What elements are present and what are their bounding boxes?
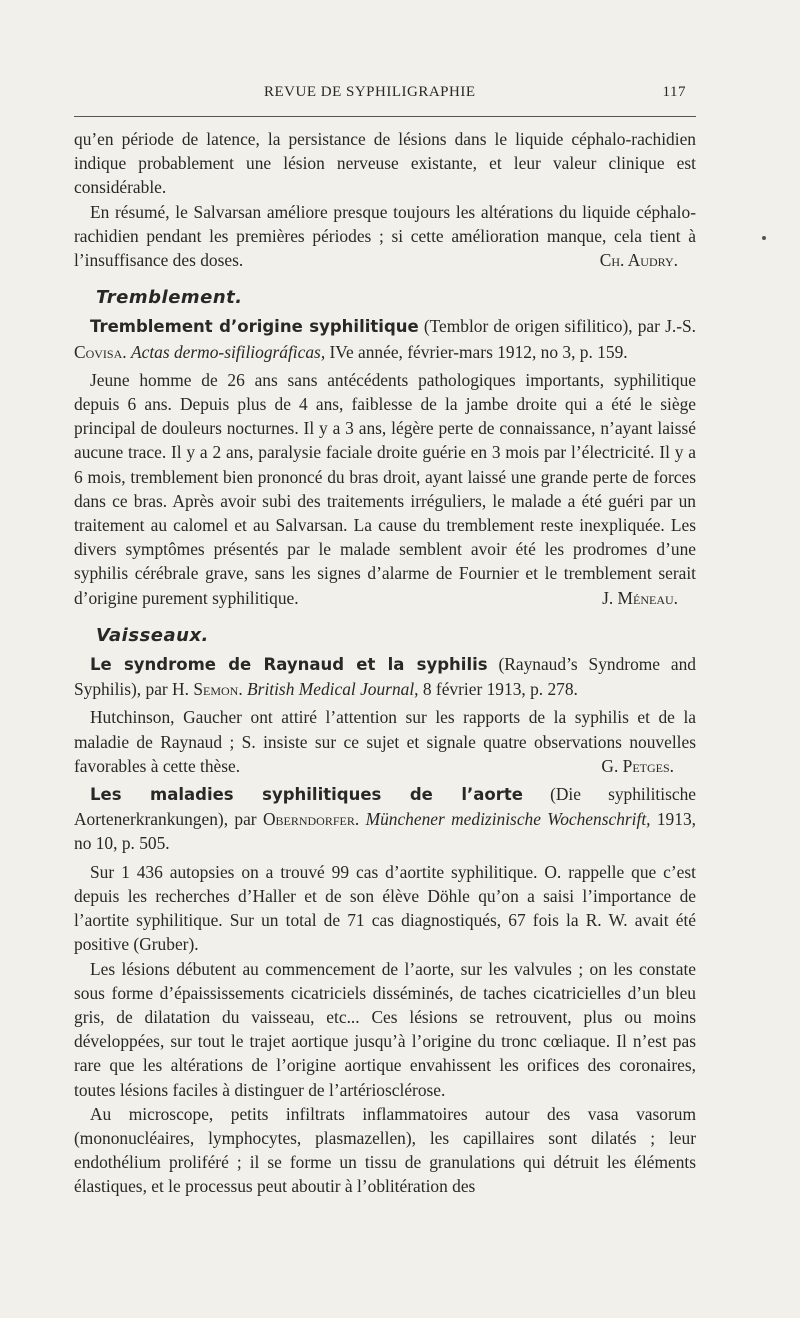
section-heading-tremblement: Tremblement.	[96, 287, 243, 309]
article-ref-text: 1913, no 10, p. 505.	[74, 809, 696, 854]
article-ref-text: IVe année, février-mars 1912, no 3, p. 159.	[325, 341, 628, 362]
section-heading-vaisseaux: Vaisseaux.	[96, 624, 209, 646]
article-author: Oberndorfer	[262, 809, 355, 830]
article-ref-text: (Temblor de origen sifilitico), par J.-S.	[418, 316, 696, 337]
article-title: Les maladies syphilitiques de l’aorte	[90, 785, 523, 805]
running-header	[74, 84, 698, 108]
article-ref-text: .	[354, 809, 366, 830]
article-body-text: Jeune homme de 26 ans sans antécédents pathologiques importants, syphilitique depuis 6 ans. Depuis plus de 4 ans, faiblesse de la jambe droite qui a été le siège principal de douleurs nocturnes. Il y a 3 ans, légère perte de connaissance, n’ayant laissé aucune trace. Il y a 2 ans, paralysie faciale droite guérie en 3 mois par l’électricité. Il y a 6 mois, tremblement bien prononcé du bras droit, ayant laissé une grande perte de forces dans ce bras. Après avoir subi des traitements irréguliers, le malade a été guéri par un traitement au calomel et au Salvarsan. La cause du tremblement reste inexpliquée. Les divers symptômes présentés par le malade semblent avoir été les prodromes d’une syphilis cérébrale grave, sans les signes d’alarme de Fournier et le tremblement serait d’origine purement syphilitique.	[74, 369, 696, 608]
article-ref-text: 8 février 1913, p. 278.	[418, 679, 578, 700]
article-body-aorte-2: Les lésions débutent au commencement de l’aorte, sur les valvules ; on les constate sous forme d’épaississements cicatriciels disséminés, de taches cicatricielles d’un bleu gris, de dilatation du vaisseau, etc... Ces lésions se retrouvent, plus ou moins développées, sur tout le trajet aortique jusqu’à l’origine du tronc cœliaque. Il n’est pas rare que les altérations de l’origine aortique envahissent les orifices des coronaires, toutes lésions faciles à distinguer de l’artériosclérose.	[74, 958, 696, 1100]
article-journal: British Medical Journal,	[247, 679, 419, 700]
margin-mark	[762, 236, 766, 240]
article-ref-text: (Raynaud’s Syndrome and Syphilis), par H.	[74, 654, 696, 700]
article-body-tremblement	[74, 368, 696, 610]
article-author: Covisa	[74, 341, 123, 362]
article-body-aorte-1: Sur 1 436 autopsies on a trouvé 99 cas d’aortite syphilitique. O. rappelle que c’est depuis les recherches d’Haller et de son élève Döhle qu’on a saisi l’importance de l’aortite syphilitique. Sur un total de 71 cas diagnostiqués, 67 fois la R. W. avait été positive (Gruber).	[74, 861, 696, 955]
intro-paragraph-2	[74, 200, 696, 273]
article-ref-tremblement	[74, 314, 696, 363]
signature-petges: G. Petges.	[601, 755, 674, 776]
page-number: 117	[662, 84, 686, 100]
header-rule	[74, 116, 696, 117]
article-title: Tremblement d’origine syphilitique	[90, 317, 419, 337]
article-author: Semon	[193, 679, 239, 700]
journal-title: REVUE DE SYPHILIGRAPHIE	[264, 84, 476, 100]
article-ref-text: (Die syphilitische Aortenerkrankungen), par	[74, 784, 696, 830]
article-journal: Actas dermo-sifiliográficas,	[130, 341, 326, 362]
intro-paragraph-2-text: En résumé, le Salvarsan améliore presque toujours les altérations du liquide céphalo-rachidien pendant les premières périodes ; si cette amélioration manque, cela tient à l’insuffisance des doses.	[74, 201, 696, 271]
article-ref-text: .	[238, 679, 248, 700]
article-journal: Münchener medizinische Wochenschrift,	[365, 809, 651, 830]
article-title: Le syndrome de Raynaud et la syphilis	[90, 655, 488, 675]
article-body-text: Hutchinson, Gaucher ont attiré l’attention sur les rapports de la syphilis et de la maladie de Raynaud ; S. insiste sur ce sujet et signale quatre observations nouvelles favorables à cette thèse.	[74, 707, 696, 776]
intro-paragraph-1: qu’en période de latence, la persistance de lésions dans le liquide céphalo-rachidien indique probablement une lésion nerveuse existante, et leur valeur clinique est considérable.	[74, 129, 696, 198]
article-body-aorte-3: Au microscope, petits infiltrats inflammatoires autour des vasa vasorum (mononucléaires, lymphocytes, plasmazellen), les capillaires sont dilatés ; leur endothélium proliféré ; il se forme un tissu de granulations qui détruit les éléments élastiques, et le processus peut aboutir à l’oblitération des	[74, 1103, 696, 1197]
article-body-raynaud	[74, 705, 696, 778]
article-ref-text: .	[122, 341, 131, 362]
signature-audry: Ch. Audry.	[599, 250, 678, 271]
article-ref-raynaud	[74, 652, 696, 701]
signature-meneau: J. Méneau.	[602, 587, 678, 608]
page-body	[74, 127, 696, 1199]
article-ref-aorte	[74, 782, 696, 856]
